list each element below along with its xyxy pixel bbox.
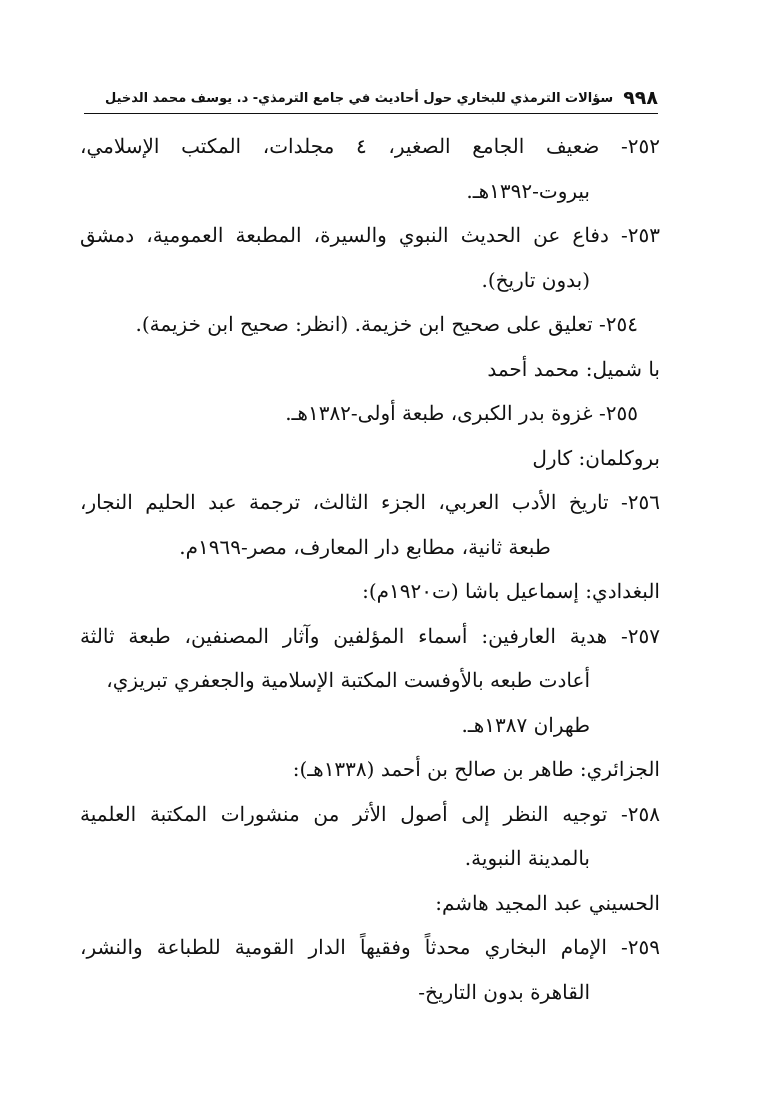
page-header [84,84,658,114]
page-number: ٩٩٨ [623,87,658,109]
entry-255-line-1: ٢٥٥- غزوة بدر الكبرى، طبعة أولى-١٣٨٢هـ. [285,401,638,425]
entry-258-line-2: بالمدينة النبوية. [464,846,590,870]
entry-257-line-1: ٢٥٧- هدية العارفين: أسماء المؤلفين وآثار المصنفين، طبعة ثالثة [80,623,660,648]
entry-254-line-1: ٢٥٤- تعليق على صحيح ابن خزيمة. (انظر: صحيح ابن خزيمة). [135,312,638,336]
entry-253-line-1: ٢٥٣- دفاع عن الحديث النبوي والسيرة، المطبعة العمومية، دمشق [80,223,660,247]
author-jazairi: الجزائري: طاهر بن صالح بن أحمد (١٣٣٨هـ): [292,757,660,781]
author-brockelmann: بروكلمان: كارل [532,445,660,470]
entry-253-line-2: (بدون تاريخ). [481,267,590,292]
entry-256-line-1: ٢٥٦- تاريخ الأدب العربي، الجزء الثالث، ترجمة عبد الحليم النجار، [80,490,660,514]
entry-257-line-3: طهران ١٣٨٧هـ. [461,712,590,737]
bibliography-list [80,124,660,1014]
entry-259-line-2: القاهرة بدون التاريخ- [418,979,590,1004]
entry-256-line-2: طبعة ثانية، مطابع دار المعارف، مصر-١٩٦٩م. [179,534,551,559]
entry-252-line-2: بيروت-١٣٩٢هـ. [466,178,590,203]
author-husseini: الحسيني عبد المجيد هاشم: [435,890,660,915]
entry-259-line-1: ٢٥٩- الإمام البخاري محدثاً وفقيهاً الدار القومية للطباعة والنشر، [80,935,660,959]
author-bashmil: با شميل: محمد أحمد [487,356,660,381]
entry-258-line-1: ٢٥٨- توجيه النظر إلى أصول الأثر من منشورات المكتبة العلمية [80,801,660,826]
author-baghdadi: البغدادي: إسماعيل باشا (ت١٩٢٠م): [362,579,660,603]
running-title: سؤالات الترمذي للبخاري حول أحاديث في جامع الترمذي- د. يوسف محمد الدخيل [104,91,614,106]
entry-252-line-1: ٢٥٢- ضعيف الجامع الصغير، ٤ مجلدات، المكتب الإسلامي، [80,134,660,158]
entry-257-line-2: أعادت طبعه بالأوفست المكتبة الإسلامية والجعفري تبريزي، [106,668,590,692]
